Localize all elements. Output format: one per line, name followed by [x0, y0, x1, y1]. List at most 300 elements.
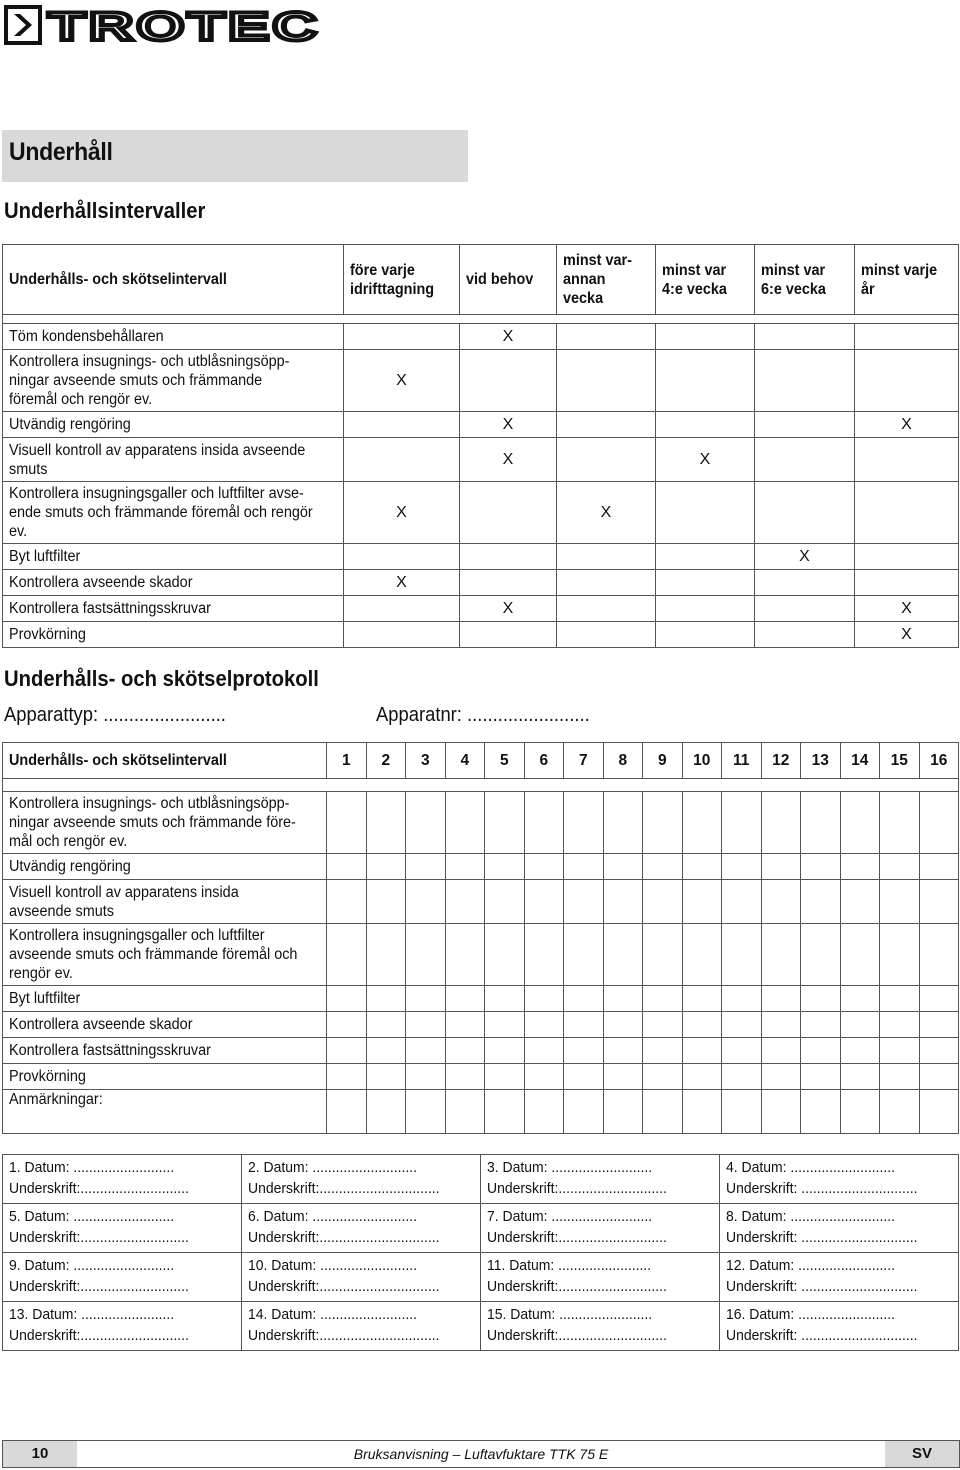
check-cell[interactable] [761, 1090, 801, 1134]
interval-mark [460, 544, 557, 570]
interval-mark [755, 412, 855, 438]
check-cell[interactable] [722, 986, 762, 1012]
interval-number: 1 [327, 743, 367, 779]
check-cell[interactable] [485, 1090, 525, 1134]
interval-mark: X [557, 482, 656, 544]
interval-number: 14 [840, 743, 880, 779]
check-cell[interactable] [801, 924, 841, 986]
interval-row [3, 412, 959, 438]
check-cell[interactable] [880, 854, 920, 880]
signature-line: Underskrift:............................ [9, 1327, 189, 1344]
interval-number: 5 [485, 743, 525, 779]
check-cell[interactable] [524, 854, 564, 880]
date-line: 1. Datum: .......................... [9, 1159, 175, 1176]
check-cell[interactable] [485, 792, 525, 854]
interval-number: 11 [722, 743, 762, 779]
check-cell[interactable] [919, 854, 959, 880]
signature-cell[interactable] [3, 1253, 242, 1302]
check-cell[interactable] [366, 986, 406, 1012]
header-cell: minst var 4:e vecka [656, 245, 755, 315]
date-line: 9. Datum: .......................... [9, 1257, 175, 1274]
check-cell[interactable] [406, 880, 446, 924]
check-cell[interactable] [880, 1038, 920, 1064]
check-cell[interactable] [445, 986, 485, 1012]
check-cell[interactable] [643, 880, 683, 924]
check-cell[interactable] [564, 1064, 604, 1090]
check-cell[interactable] [445, 1090, 485, 1134]
check-cell[interactable] [406, 854, 446, 880]
interval-number: 2 [366, 743, 406, 779]
check-cell[interactable] [801, 1064, 841, 1090]
interval-mark [557, 622, 656, 648]
language-code: SV [885, 1441, 959, 1467]
date-line: 10. Datum: ......................... [248, 1257, 418, 1274]
check-cell[interactable] [840, 986, 880, 1012]
interval-row [3, 544, 959, 570]
interval-mark [557, 596, 656, 622]
check-cell[interactable] [603, 924, 643, 986]
interval-mark [557, 544, 656, 570]
signature-cell[interactable] [481, 1302, 720, 1351]
check-cell[interactable] [643, 1012, 683, 1038]
interval-row [3, 324, 959, 350]
signature-cell[interactable] [3, 1204, 242, 1253]
signature-cell[interactable] [481, 1204, 720, 1253]
check-cell[interactable] [603, 1064, 643, 1090]
interval-number: 4 [445, 743, 485, 779]
check-cell[interactable] [406, 924, 446, 986]
check-cell[interactable] [880, 1064, 920, 1090]
section-header [2, 130, 468, 182]
interval-mark [344, 622, 460, 648]
check-cell[interactable] [761, 986, 801, 1012]
signature-cell[interactable] [720, 1253, 959, 1302]
page-number: 10 [3, 1441, 77, 1467]
date-line: 3. Datum: .......................... [487, 1159, 653, 1176]
check-cell[interactable] [406, 1038, 446, 1064]
page-footer [2, 1440, 960, 1468]
signature-cell[interactable] [720, 1302, 959, 1351]
interval-mark [855, 324, 959, 350]
interval-mark: X [460, 596, 557, 622]
interval-mark [344, 596, 460, 622]
check-cell[interactable] [485, 854, 525, 880]
task-cell: Kontrollera insugningsgaller och luftfilter avse-ende smuts och främmande föremål och rengör ev. [3, 482, 344, 544]
signature-cell[interactable] [242, 1253, 481, 1302]
check-cell[interactable] [761, 880, 801, 924]
check-cell[interactable] [643, 986, 683, 1012]
check-cell[interactable] [682, 854, 722, 880]
check-cell[interactable] [485, 1038, 525, 1064]
check-cell[interactable] [880, 1012, 920, 1038]
check-cell[interactable] [722, 1064, 762, 1090]
check-cell[interactable] [366, 1064, 406, 1090]
interval-mark [344, 438, 460, 482]
check-cell[interactable] [327, 1090, 367, 1134]
signature-cell[interactable] [720, 1155, 959, 1204]
device-type-field: Apparattyp: ........................ [4, 704, 226, 726]
task-cell: Kontrollera avseende skador [3, 570, 344, 596]
check-cell[interactable] [880, 880, 920, 924]
check-cell[interactable] [603, 880, 643, 924]
check-cell[interactable] [524, 1012, 564, 1038]
check-cell[interactable] [761, 1038, 801, 1064]
check-cell[interactable] [722, 1012, 762, 1038]
check-cell[interactable] [643, 792, 683, 854]
check-cell[interactable] [327, 854, 367, 880]
signature-row [3, 1155, 959, 1204]
check-cell[interactable] [682, 1064, 722, 1090]
date-line: 7. Datum: .......................... [487, 1208, 653, 1225]
date-line: 13. Datum: ........................ [9, 1306, 175, 1323]
brand-name: TROTEC [48, 5, 320, 45]
interval-mark [557, 438, 656, 482]
check-cell[interactable] [919, 880, 959, 924]
check-cell[interactable] [524, 1064, 564, 1090]
check-cell[interactable] [366, 880, 406, 924]
check-cell[interactable] [682, 1090, 722, 1134]
check-cell[interactable] [564, 986, 604, 1012]
interval-mark [755, 596, 855, 622]
interval-mark [656, 570, 755, 596]
interval-mark [460, 570, 557, 596]
interval-mark [656, 482, 755, 544]
check-cell[interactable] [880, 986, 920, 1012]
check-cell[interactable] [643, 1064, 683, 1090]
signature-cell[interactable] [481, 1253, 720, 1302]
task-cell: Byt luftfilter [3, 986, 327, 1012]
interval-mark: X [855, 596, 959, 622]
header-cell: minst var-annan vecka [557, 245, 656, 315]
check-cell[interactable] [445, 880, 485, 924]
protocol-row [3, 1012, 959, 1038]
protocol-row [3, 1038, 959, 1064]
signature-cell[interactable] [242, 1155, 481, 1204]
check-cell[interactable] [485, 986, 525, 1012]
check-cell[interactable] [485, 880, 525, 924]
signature-row [3, 1204, 959, 1253]
check-cell[interactable] [524, 880, 564, 924]
intervals-header-row [3, 245, 959, 315]
interval-number: 7 [564, 743, 604, 779]
interval-mark [755, 570, 855, 596]
interval-mark: X [855, 412, 959, 438]
signature-cell[interactable] [242, 1204, 481, 1253]
check-cell[interactable] [722, 924, 762, 986]
check-cell[interactable] [327, 792, 367, 854]
check-cell[interactable] [919, 1090, 959, 1134]
check-cell[interactable] [722, 854, 762, 880]
check-cell[interactable] [603, 1090, 643, 1134]
check-cell[interactable] [682, 1038, 722, 1064]
signature-row [3, 1253, 959, 1302]
signature-line: Underskrift: .............................. [726, 1229, 918, 1246]
check-cell[interactable] [643, 1038, 683, 1064]
check-cell[interactable] [880, 792, 920, 854]
interval-row [3, 350, 959, 412]
signature-line: Underskrift:............................... [248, 1229, 440, 1246]
signature-cell[interactable] [720, 1204, 959, 1253]
interval-mark: X [656, 438, 755, 482]
check-cell[interactable] [682, 924, 722, 986]
interval-mark [344, 412, 460, 438]
date-line: 4. Datum: ........................... [726, 1159, 895, 1176]
interval-number: 13 [801, 743, 841, 779]
check-cell[interactable] [406, 1064, 446, 1090]
protocol-row [3, 986, 959, 1012]
check-cell[interactable] [406, 792, 446, 854]
interval-mark [656, 350, 755, 412]
check-cell[interactable] [801, 986, 841, 1012]
task-cell: Anmärkningar: [3, 1090, 327, 1134]
check-cell[interactable] [445, 924, 485, 986]
check-cell[interactable] [722, 1038, 762, 1064]
check-cell[interactable] [406, 986, 446, 1012]
interval-mark [344, 544, 460, 570]
signature-line: Underskrift:............................ [487, 1229, 667, 1246]
interval-mark [755, 324, 855, 350]
check-cell[interactable] [840, 854, 880, 880]
interval-mark [855, 350, 959, 412]
check-cell[interactable] [564, 854, 604, 880]
check-cell[interactable] [603, 792, 643, 854]
check-cell[interactable] [840, 880, 880, 924]
check-cell[interactable] [801, 880, 841, 924]
task-cell: Kontrollera fastsättningsskruvar [3, 596, 344, 622]
check-cell[interactable] [406, 1012, 446, 1038]
check-cell[interactable] [919, 986, 959, 1012]
signature-line: Underskrift:............................ [9, 1180, 189, 1197]
check-cell[interactable] [919, 792, 959, 854]
check-cell[interactable] [801, 792, 841, 854]
protocol-heading: Underhålls- och skötselprotokoll [4, 666, 319, 691]
task-cell: Visuell kontroll av apparatens insida avseende smuts [3, 880, 327, 924]
check-cell[interactable] [366, 924, 406, 986]
signature-line: Underskrift:............................ [9, 1229, 189, 1246]
check-cell[interactable] [327, 1012, 367, 1038]
check-cell[interactable] [445, 792, 485, 854]
check-cell[interactable] [327, 880, 367, 924]
interval-mark [460, 350, 557, 412]
interval-number: 15 [880, 743, 920, 779]
spacer-row [3, 315, 959, 324]
date-line: 11. Datum: ........................ [487, 1257, 652, 1274]
check-cell[interactable] [564, 880, 604, 924]
check-cell[interactable] [406, 1090, 446, 1134]
task-cell: Kontrollera insugningsgaller och luftfilter avseende smuts och främmande föremål och rengör ev. [3, 924, 327, 986]
date-line: 16. Datum: ......................... [726, 1306, 896, 1323]
intervals-heading: Underhållsintervaller [4, 198, 206, 223]
check-cell[interactable] [366, 1038, 406, 1064]
check-cell[interactable] [801, 1090, 841, 1134]
interval-mark [855, 482, 959, 544]
check-cell[interactable] [524, 792, 564, 854]
check-cell[interactable] [603, 1012, 643, 1038]
interval-mark [855, 438, 959, 482]
interval-mark [460, 622, 557, 648]
signature-line: Underskrift: .............................. [726, 1278, 918, 1295]
check-cell[interactable] [919, 924, 959, 986]
header-cell: före varje idrifttagning [344, 245, 460, 315]
signature-cell[interactable] [481, 1155, 720, 1204]
check-cell[interactable] [761, 792, 801, 854]
check-cell[interactable] [840, 1038, 880, 1064]
check-cell[interactable] [643, 854, 683, 880]
check-cell[interactable] [366, 1090, 406, 1134]
interval-mark [656, 324, 755, 350]
check-cell[interactable] [682, 792, 722, 854]
task-cell: Kontrollera insugnings- och utblåsningsöpp-ningar avseende smuts och främmande föremål och rengör ev. [3, 350, 344, 412]
protocol-row [3, 792, 959, 854]
check-cell[interactable] [445, 1038, 485, 1064]
check-cell[interactable] [761, 1012, 801, 1038]
check-cell[interactable] [722, 1090, 762, 1134]
maintenance-protocol-table [2, 742, 959, 1134]
protocol-row [3, 854, 959, 880]
task-cell: Provkörning [3, 1064, 327, 1090]
check-cell[interactable] [761, 1064, 801, 1090]
task-cell: Provkörning [3, 622, 344, 648]
check-cell[interactable] [564, 924, 604, 986]
interval-mark [855, 544, 959, 570]
check-cell[interactable] [801, 854, 841, 880]
protocol-header-row [3, 743, 959, 779]
trotec-logo [4, 5, 324, 45]
check-cell[interactable] [485, 924, 525, 986]
interval-number: 12 [761, 743, 801, 779]
check-cell[interactable] [761, 924, 801, 986]
check-cell[interactable] [643, 1090, 683, 1134]
check-cell[interactable] [564, 1012, 604, 1038]
check-cell[interactable] [445, 1012, 485, 1038]
check-cell[interactable] [919, 1038, 959, 1064]
interval-mark: X [460, 324, 557, 350]
check-cell[interactable] [603, 1038, 643, 1064]
protocol-row [3, 1064, 959, 1090]
header-cell: Underhålls- och skötselintervall [3, 245, 344, 315]
check-cell[interactable] [603, 854, 643, 880]
section-title: Underhåll [9, 138, 113, 166]
interval-mark [557, 350, 656, 412]
check-cell[interactable] [524, 1090, 564, 1134]
interval-mark: X [344, 350, 460, 412]
protocol-row [3, 880, 959, 924]
interval-mark: X [460, 438, 557, 482]
signature-cell[interactable] [3, 1302, 242, 1351]
check-cell[interactable] [524, 1038, 564, 1064]
check-cell[interactable] [445, 1064, 485, 1090]
date-line: 15. Datum: ........................ [487, 1306, 653, 1323]
check-cell[interactable] [524, 986, 564, 1012]
interval-mark [460, 482, 557, 544]
check-cell[interactable] [603, 986, 643, 1012]
interval-mark: X [344, 482, 460, 544]
signature-cell[interactable] [242, 1302, 481, 1351]
interval-number: 8 [603, 743, 643, 779]
signature-line: Underskrift:............................ [487, 1180, 667, 1197]
interval-mark [656, 544, 755, 570]
signature-line: Underskrift:............................ [487, 1278, 667, 1295]
task-cell: Byt luftfilter [3, 544, 344, 570]
interval-row [3, 482, 959, 544]
check-cell[interactable] [682, 986, 722, 1012]
check-cell[interactable] [445, 854, 485, 880]
interval-row [3, 570, 959, 596]
signature-line: Underskrift:............................ [487, 1327, 667, 1344]
check-cell[interactable] [840, 1064, 880, 1090]
check-cell[interactable] [485, 1012, 525, 1038]
check-cell[interactable] [840, 792, 880, 854]
check-cell[interactable] [327, 986, 367, 1012]
check-cell[interactable] [840, 1090, 880, 1134]
check-cell[interactable] [524, 924, 564, 986]
signature-line: Underskrift: .............................. [726, 1180, 918, 1197]
task-cell: Kontrollera fastsättningsskruvar [3, 1038, 327, 1064]
signature-cell[interactable] [3, 1155, 242, 1204]
check-cell[interactable] [327, 1038, 367, 1064]
check-cell[interactable] [564, 1038, 604, 1064]
check-cell[interactable] [919, 1064, 959, 1090]
interval-mark [855, 570, 959, 596]
check-cell[interactable] [919, 1012, 959, 1038]
protocol-row [3, 924, 959, 986]
check-cell[interactable] [643, 924, 683, 986]
interval-mark [557, 412, 656, 438]
check-cell[interactable] [366, 792, 406, 854]
check-cell[interactable] [722, 880, 762, 924]
check-cell[interactable] [327, 924, 367, 986]
check-cell[interactable] [801, 1038, 841, 1064]
check-cell[interactable] [840, 1012, 880, 1038]
check-cell[interactable] [366, 1012, 406, 1038]
interval-number: 10 [682, 743, 722, 779]
date-line: 8. Datum: ........................... [726, 1208, 895, 1225]
header-cell: vid behov [460, 245, 557, 315]
date-line: 5. Datum: .......................... [9, 1208, 175, 1225]
task-cell: Visuell kontroll av apparatens insida avseende smuts [3, 438, 344, 482]
trotec-logo-mark [4, 5, 324, 45]
check-cell[interactable] [327, 1064, 367, 1090]
interval-number: 9 [643, 743, 683, 779]
signature-line: Underskrift:............................... [248, 1327, 440, 1344]
date-line: 2. Datum: ........................... [248, 1159, 417, 1176]
maintenance-intervals-table [2, 244, 959, 648]
check-cell[interactable] [366, 854, 406, 880]
check-cell[interactable] [564, 792, 604, 854]
signature-line: Underskrift:............................ [9, 1278, 189, 1295]
check-cell[interactable] [682, 880, 722, 924]
interval-row [3, 596, 959, 622]
interval-mark [656, 412, 755, 438]
check-cell[interactable] [880, 924, 920, 986]
interval-number: 3 [406, 743, 446, 779]
header-cell: minst varje år [855, 245, 959, 315]
interval-mark [755, 438, 855, 482]
check-cell[interactable] [880, 1090, 920, 1134]
signature-row [3, 1302, 959, 1351]
check-cell[interactable] [682, 1012, 722, 1038]
interval-mark [344, 324, 460, 350]
check-cell[interactable] [564, 1090, 604, 1134]
interval-row [3, 622, 959, 648]
check-cell[interactable] [840, 924, 880, 986]
date-line: 12. Datum: ......................... [726, 1257, 896, 1274]
check-cell[interactable] [761, 854, 801, 880]
check-cell[interactable] [722, 792, 762, 854]
check-cell[interactable] [485, 1064, 525, 1090]
device-number-field: Apparatnr: ........................ [376, 704, 590, 726]
check-cell[interactable] [801, 1012, 841, 1038]
